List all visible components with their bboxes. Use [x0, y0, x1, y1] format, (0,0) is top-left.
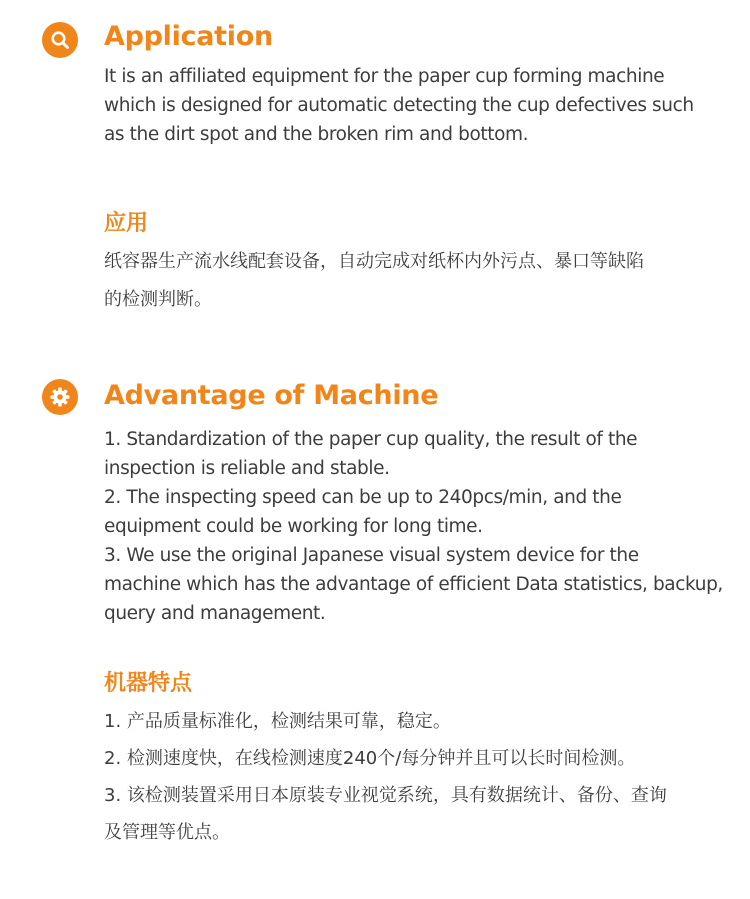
application-cn-description — [104, 243, 724, 319]
advantage-cn-line-1: 1. 产品质量标准化，检测结果可靠，稳定。 — [104, 711, 451, 732]
advantage-line-7: query and management. — [104, 603, 326, 624]
advantage-line-3: 2. The inspecting speed can be up to 240pcs/min, and the — [104, 487, 622, 508]
advantage-cn-title: 机器特点 — [104, 671, 193, 696]
search-icon — [42, 22, 78, 58]
application-cn-line-1: 纸容器生产流水线配套设备，自动完成对纸杯内外污点、暴口等缺陷 — [104, 251, 644, 272]
advantage-cn-line-3: 3. 该检测装置采用日本原装专业视觉系统，具有数据统计、备份、查询 — [104, 785, 667, 806]
advantage-line-1: 1. Standardization of the paper cup quality, the result of the — [104, 429, 638, 450]
application-line-2: which is designed for automatic detecting the cup defectives such — [104, 95, 694, 116]
advantage-cn-line-2: 2. 检测速度快，在线检测速度240个/每分钟并且可以长时间检测。 — [104, 748, 636, 769]
application-cn-title: 应用 — [104, 211, 149, 236]
advantage-line-5: 3. We use the original Japanese visual system device for the — [104, 545, 639, 566]
advantage-line-6: machine which has the advantage of efficient Data statistics, backup, — [104, 574, 723, 595]
advantage-line-4: equipment could be working for long time. — [104, 516, 483, 537]
application-line-1: It is an affiliated equipment for the paper cup forming machine — [104, 66, 665, 87]
advantage-cn-description — [104, 703, 724, 851]
application-cn-line-2: 的检测判断。 — [104, 289, 212, 310]
advantage-title: Advantage of Machine — [104, 380, 439, 411]
gear-icon — [42, 379, 78, 415]
application-description — [104, 62, 724, 149]
advantage-line-2: inspection is reliable and stable. — [104, 458, 390, 479]
advantage-cn-line-4: 及管理等优点。 — [104, 822, 230, 843]
application-title: Application — [104, 21, 273, 52]
advantage-description — [104, 425, 724, 628]
application-line-3: as the dirt spot and the broken rim and bottom. — [104, 124, 529, 145]
